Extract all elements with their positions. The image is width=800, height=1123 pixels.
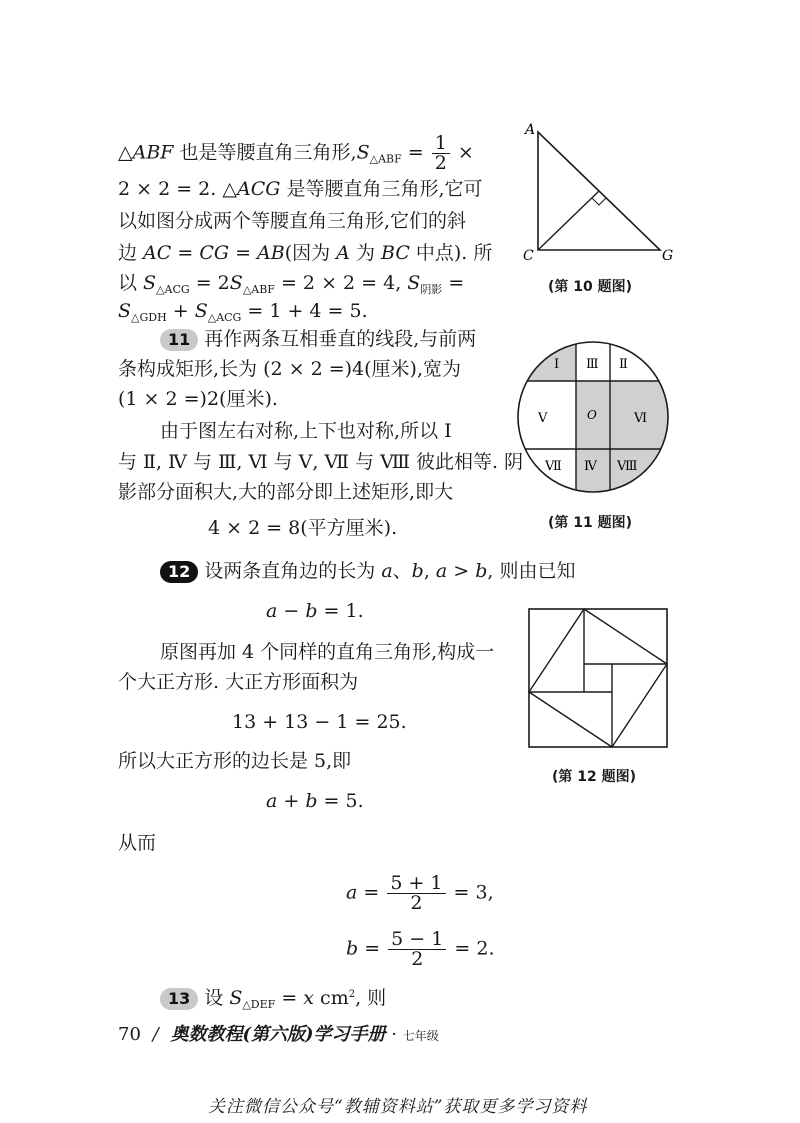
origin-label: O	[587, 408, 597, 422]
p10-line-5: 以 $S_{\triangle ACG} = 2S_{\triangle ABF} = 2 \times 2 = 4$, $S_{阴影}$ =	[118, 272, 465, 296]
region-5-label: Ⅴ	[538, 411, 548, 426]
p10-line-2: 2 × 2 = 2. △ACG 是等腰直角三角形,它可	[118, 178, 483, 200]
problem-12-badge: 12	[160, 561, 198, 583]
p12-equation-5: b = $\frac{5 - 1}{2}$ = 2.	[346, 928, 495, 970]
p12-line-2: 原图再加 4 个同样的直角三角形,构成一	[160, 641, 495, 663]
p12-equation-3: a + b = 5.	[266, 790, 364, 812]
p10-line-3: 以如图分成两个等腰直角三角形,它们的斜	[118, 210, 467, 232]
region-1-label: Ⅰ	[554, 357, 560, 372]
p12-equation-4: a = $\frac{5 + 1}{2}$ = 3,	[346, 872, 494, 914]
p10-line-1: △ABF 也是等腰直角三角形$,S_{\triangle ABF}$ = $\frac{1}{2}$ ×	[118, 132, 474, 174]
p12-line-3: 个大正方形. 大正方形面积为	[118, 671, 359, 693]
p11-line-5: 与 Ⅱ, Ⅳ 与 Ⅲ, Ⅵ 与 Ⅴ, Ⅶ 与 Ⅷ 彼此相等. 阴	[118, 451, 524, 473]
p11-equation: 4 × 2 = 8(平方厘米).	[208, 517, 398, 539]
p12-equation-2: 13 + 13 − 1 = 25.	[232, 711, 407, 733]
region-7-label: Ⅶ	[545, 459, 562, 474]
figure-11-circle	[512, 336, 674, 498]
p12-equation-1: a − b = 1.	[266, 600, 364, 622]
p11-line-2: 条构成矩形,长为 (2 × 2 =)4(厘米),宽为	[118, 358, 461, 380]
p11-line-6: 影部分面积大,大的部分即上述矩形,即大	[118, 481, 454, 503]
p12-line-1: 12 设两条直角边的长为 a、b, a > b, 则由已知	[160, 560, 576, 583]
p10-line-4: 边 AC = CG = AB(因为 A 为 BC 中点). 所	[118, 242, 493, 264]
region-3-label: Ⅲ	[586, 357, 599, 372]
problem-11-badge: 11	[160, 329, 198, 351]
figure-11-caption: (第 11 题图)	[548, 515, 633, 531]
vertex-a-label: A	[525, 122, 536, 138]
problem-13-badge: 13	[160, 988, 198, 1010]
fraction-one-half: $\frac{1}{2}$	[432, 134, 450, 173]
book-title: 奥数教程(第六版)学习手册	[170, 1024, 386, 1045]
region-6-label: Ⅵ	[634, 411, 648, 426]
figure-12-caption: (第 12 题图)	[552, 769, 637, 785]
vertex-c-label: C	[523, 248, 534, 264]
watermark-note: 关注微信公众号“教辅资料站”获取更多学习资料	[208, 1097, 588, 1117]
page-footer: 70 / 奥数教程(第六版)学习手册 · 七年级	[118, 1024, 439, 1045]
p11-line-4: 由于图左右对称,上下也对称,所以 Ⅰ	[160, 420, 452, 442]
region-8-label: Ⅷ	[617, 459, 638, 474]
region-4-label: Ⅳ	[584, 459, 597, 474]
region-2-label: Ⅱ	[619, 357, 628, 372]
grade-label: 七年级	[402, 1029, 439, 1043]
page-number: 70	[118, 1024, 141, 1045]
p11-line-1: 11 再作两条互相垂直的线段,与前两	[160, 328, 476, 351]
vertex-g-label: G	[662, 248, 674, 264]
figure-12-square	[524, 604, 674, 754]
p12-line-4: 所以大正方形的边长是 5,即	[118, 750, 352, 772]
figure-10-caption: (第 10 题图)	[548, 279, 633, 295]
p13-line-1: 13 设 $S_{\triangle DEF} = x$ $cm^2$, 则	[160, 984, 386, 1016]
p12-line-5: 从而	[118, 832, 157, 854]
figure-10-triangle	[520, 120, 680, 265]
p10-line-6: $S_{\triangle GDH} + S_{\triangle ACG} = 1 + 4 = 5$.	[118, 300, 368, 324]
p11-line-3: (1 × 2 =)2(厘米).	[118, 388, 278, 410]
